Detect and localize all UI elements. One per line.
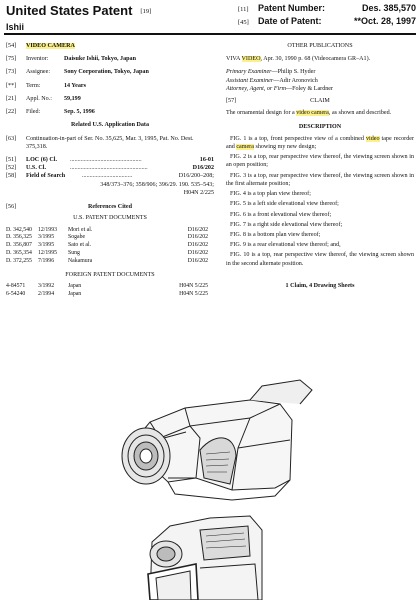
- claim-heading: CLAIM: [310, 98, 330, 105]
- highlight-span: video: [365, 135, 380, 142]
- ref-cell: Sato et al.: [68, 242, 92, 249]
- ref-cell: Japan: [68, 290, 82, 297]
- int-cl-row: [6, 156, 214, 164]
- us-doc-row: [6, 258, 214, 266]
- related-heading: Related U.S. Application Data: [70, 122, 150, 129]
- title-code: [19]: [140, 7, 152, 15]
- examiner-assistant: [226, 77, 414, 85]
- fig-description: FIG. 3 is a top, rear perspective view thereof, the viewing screen shown in the first alternate position;: [226, 172, 414, 187]
- text-span: , Apr. 30, 1990 p. 68 (Videocamera GR–A1).: [260, 56, 371, 63]
- us-cl-label: U.S. Cl.: [26, 165, 46, 172]
- fig-description: FIG. 2 is a top, rear perspective view thereof, the viewing screen shown in an open position;: [226, 154, 414, 169]
- camcorder-figure-2: [148, 516, 262, 600]
- term-value: 14 Years: [64, 82, 86, 89]
- text-span: The ornamental design for a: [226, 110, 297, 117]
- assignee-field: [6, 68, 214, 76]
- patent-date-label: Date of Patent:: [258, 16, 322, 26]
- fig-description: FIG. 9 is a rear elevational view thereof; and,: [230, 242, 341, 249]
- foreign-doc-row: [6, 283, 214, 291]
- header-rule: [4, 33, 416, 35]
- field-of-search-more: 348/373–376; 358/906; 396/29. 190. 535–543;: [100, 181, 214, 188]
- foreign-docs-list: [6, 283, 214, 299]
- fig-description: FIG. 6 is a front elevational view thereof;: [230, 211, 332, 218]
- ref-cell: Sung: [68, 249, 80, 256]
- appl-field: [6, 95, 214, 103]
- patent-date: **Oct. 28, 1997: [353, 16, 416, 26]
- int-cl-value: 16-01: [199, 156, 214, 163]
- attorney-line: [226, 85, 414, 93]
- fig-description: [226, 135, 414, 151]
- ref-cell: 6-54240: [6, 290, 26, 297]
- fig-description: FIG. 10 is a top, rear perspective view thereof, the viewing screen shown in the second alternate position.: [226, 252, 414, 267]
- text-span: VIVA: [226, 56, 242, 63]
- ref-cell: 3/1995: [38, 234, 55, 241]
- fig-description: FIG. 7 is a right side elevational view thereof;: [230, 221, 343, 228]
- us-docs-heading: U.S. PATENT DOCUMENTS: [73, 215, 147, 222]
- claims-count: 1 Claim, 4 Drawing Sheets: [285, 282, 355, 289]
- highlight-span: camera: [236, 143, 254, 150]
- ref-cell: Japan: [68, 282, 82, 289]
- field-label: Filed:: [26, 109, 41, 116]
- patent-number-label: Patent Number:: [258, 3, 326, 13]
- field-code: [54]: [6, 43, 17, 49]
- field-of-search-more: H04N 2/225: [183, 189, 214, 196]
- int-cl-label: LOC (6) Cl.: [26, 156, 57, 163]
- field-code: [21]: [6, 95, 17, 102]
- patent-number-code: [11]: [238, 6, 249, 13]
- field-label: Term:: [26, 82, 41, 89]
- field-of-search-label: Field of Search: [26, 173, 66, 180]
- patent-number-row: [238, 3, 416, 13]
- ref-cell: 3/1992: [38, 282, 55, 289]
- field-of-search-value: D16/200–208;: [178, 173, 214, 180]
- ref-cell: D16/202: [187, 257, 208, 264]
- ref-cell: D. 342,540: [6, 226, 32, 233]
- patent-number: Des. 385,570: [361, 3, 416, 13]
- patent-date-row: [238, 16, 416, 26]
- fig-description-list: [226, 153, 414, 268]
- text-span: tape recorder and: [226, 135, 414, 150]
- field-code: [73]: [6, 69, 17, 76]
- ref-cell: H04N 5/225: [179, 290, 208, 297]
- description-heading: DESCRIPTION: [298, 123, 342, 130]
- examiner-label: Assistant Examiner: [226, 77, 274, 84]
- ref-cell: H04N 5/225: [179, 282, 208, 289]
- continuation-text: Continuation-in-part of Ser. No. 35,625, Mar. 3, 1995, Pat. No. Dest. 375,318.: [26, 135, 194, 150]
- foreign-doc-row: [6, 291, 214, 299]
- claim-heading-row: [226, 97, 414, 105]
- ref-cell: D. 372,255: [6, 257, 32, 264]
- leader-dots: ...............................................: [70, 156, 142, 163]
- examiner-primary: [226, 68, 414, 76]
- other-pub-entry: [226, 55, 414, 63]
- inventor-value: [64, 55, 214, 63]
- other-pubs-heading: OTHER PUBLICATIONS: [287, 43, 353, 49]
- patent-title: United States Patent: [6, 3, 133, 18]
- appl-value: 59,199: [64, 95, 81, 102]
- us-docs-list: [6, 227, 214, 266]
- assignee-value: [64, 68, 214, 76]
- us-doc-row: [6, 242, 214, 250]
- fig-description: FIG. 4 is a top plan view thereof;: [230, 191, 311, 198]
- inventor-field: [6, 55, 214, 63]
- inventor-name: Daisuke Ishii, Tokyo, Japan: [64, 56, 136, 63]
- field-code: [63]: [6, 135, 17, 142]
- patent-date-code: [45]: [238, 19, 249, 26]
- ref-cell: Nakamura: [68, 257, 93, 264]
- text-span: FIG. 1 is a top, front perspective view of a combined: [230, 135, 366, 142]
- ref-cell: 3/1995: [38, 242, 55, 249]
- ref-cell: 4-84571: [6, 282, 26, 289]
- continuation-field: [6, 135, 214, 151]
- ref-cell: D. 356,807: [6, 242, 32, 249]
- patent-header-left: [6, 2, 151, 32]
- field-code: [57]: [226, 98, 237, 105]
- ref-cell: D16/202: [187, 226, 208, 233]
- refs-field: [6, 203, 214, 211]
- us-cl-row: [6, 164, 214, 172]
- ref-cell: 12/1995: [38, 249, 58, 256]
- highlight-span: VIDEO: [241, 56, 261, 63]
- field-code: [**]: [6, 82, 17, 89]
- attorney-label: Attorney, Agent, or Firm: [226, 85, 286, 92]
- filed-field: [6, 108, 214, 116]
- field-label: Appl. No.:: [26, 95, 52, 102]
- camera-drawings: [0, 360, 420, 600]
- text-span: showing my new design;: [253, 143, 317, 150]
- ref-cell: D. 365,354: [6, 249, 32, 256]
- field-code: [56]: [6, 204, 17, 211]
- ref-cell: 2/1994: [38, 290, 55, 297]
- us-doc-row: [6, 227, 214, 235]
- ref-cell: 7/1996: [38, 257, 55, 264]
- field-code: [75]: [6, 56, 17, 63]
- leader-dots: .................................: [82, 173, 133, 180]
- title-field: [6, 42, 214, 50]
- design-title: VIDEO CAMERA: [26, 43, 75, 49]
- ref-cell: Mori et al.: [68, 226, 93, 233]
- ref-cell: Sogabe: [68, 234, 86, 241]
- field-code: [52]: [6, 165, 17, 172]
- claim-text: [226, 109, 414, 117]
- left-column: [6, 42, 214, 298]
- us-doc-row: [6, 234, 214, 242]
- field-code: [51]: [6, 156, 17, 163]
- field-code: [22]: [6, 109, 17, 116]
- fig-description: FIG. 5 is a left side elevational view thereof;: [230, 201, 339, 208]
- ref-cell: D16/202: [187, 242, 208, 249]
- examiner-label: Primary Examiner: [226, 69, 272, 76]
- ref-cell: 12/1993: [38, 226, 58, 233]
- refs-heading: References Cited: [87, 204, 133, 211]
- us-doc-row: [6, 250, 214, 258]
- patent-header-right: [238, 3, 416, 29]
- fig-description: FIG. 8 is a bottom plan view thereof;: [230, 231, 321, 238]
- term-field: [6, 82, 214, 90]
- field-label: Assignee:: [26, 69, 51, 76]
- camcorder-figure-1: [122, 380, 312, 500]
- leader-dots: ...................................................: [70, 165, 148, 172]
- text-span: , as shown and described.: [328, 110, 392, 117]
- inventor-short: Ishii: [6, 22, 25, 32]
- ref-cell: D. 356,325: [6, 234, 32, 241]
- highlight-span: video camera: [296, 110, 329, 117]
- attorney-name: —Foley & Lardner: [285, 85, 334, 92]
- field-code: [58]: [6, 173, 17, 180]
- field-of-search-row: [6, 172, 214, 180]
- assignee-name: Sony Corporation, Tokyo, Japan: [64, 69, 149, 76]
- examiner-name: —Adir Aronovich: [273, 77, 318, 84]
- ref-cell: D16/202: [187, 249, 208, 256]
- field-label: Inventor:: [26, 56, 49, 63]
- foreign-docs-heading: FOREIGN PATENT DOCUMENTS: [65, 271, 155, 278]
- right-column: [226, 42, 414, 294]
- examiner-name: —Philip S. Hyder: [271, 69, 316, 76]
- ref-cell: D16/202: [187, 234, 208, 241]
- us-cl-value: D16/202: [192, 165, 214, 172]
- filed-value: Sep. 5, 1996: [64, 109, 95, 116]
